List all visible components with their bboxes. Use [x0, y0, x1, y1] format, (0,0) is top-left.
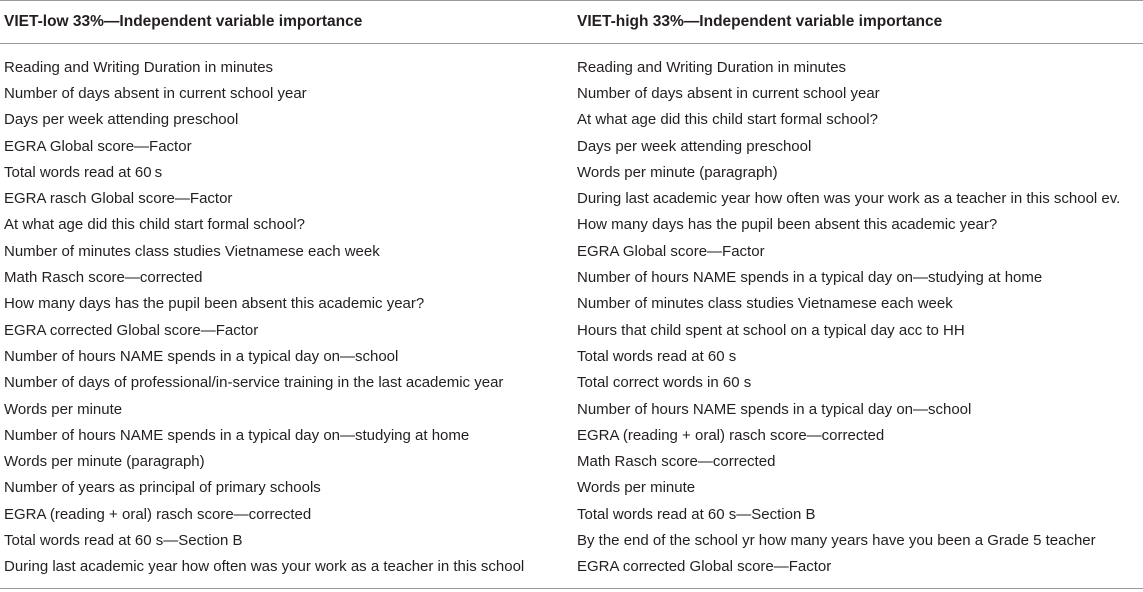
cell-viet-low: During last academic year how often was your work as a teacher in this school — [4, 558, 525, 576]
cell-viet-high: Total words read at 60 s — [577, 347, 737, 365]
table-row — [0, 448, 1143, 474]
table-row — [0, 396, 1143, 422]
table-body — [0, 44, 1143, 586]
cell-viet-low: Total words read at 60 s—Section B — [4, 531, 243, 549]
table-row — [0, 44, 1143, 81]
cell-viet-high: Number of hours NAME spends in a typical day on—studying at home — [577, 269, 1043, 287]
table-row — [0, 107, 1143, 133]
table-row — [0, 475, 1143, 501]
cell-viet-low: Math Rasch score—corrected — [4, 269, 203, 287]
cell-viet-high: Total words read at 60 s—Section B — [577, 505, 816, 523]
cell-viet-high: EGRA corrected Global score—Factor — [577, 558, 832, 576]
cell-viet-low: Words per minute — [4, 400, 123, 418]
cell-viet-low: Days per week attending preschool — [4, 111, 239, 129]
cell-viet-high: At what age did this child start formal school? — [577, 111, 878, 129]
table-row — [0, 238, 1143, 264]
cell-viet-low: Number of minutes class studies Vietnamese each week — [4, 242, 380, 260]
table-row — [0, 133, 1143, 159]
table-row — [0, 317, 1143, 343]
table-row — [0, 370, 1143, 396]
cell-viet-high: EGRA (reading + oral) rasch score—corrected — [577, 426, 885, 444]
cell-viet-low: EGRA (reading + oral) rasch score—corrected — [4, 505, 312, 523]
cell-viet-high: Number of hours NAME spends in a typical day on—school — [577, 400, 972, 418]
cell-viet-high: How many days has the pupil been absent this academic year? — [577, 216, 998, 234]
table-row — [0, 291, 1143, 317]
cell-viet-low: Words per minute (paragraph) — [4, 453, 205, 471]
cell-viet-low: Number of days absent in current school year — [4, 84, 307, 102]
cell-viet-low: Number of years as principal of primary schools — [4, 479, 321, 497]
cell-viet-low: Reading and Writing Duration in minutes — [4, 58, 274, 76]
table-row — [0, 80, 1143, 106]
cell-viet-high: Number of minutes class studies Vietnamese each week — [577, 295, 953, 313]
cell-viet-high: Total correct words in 60 s — [577, 374, 752, 392]
cell-viet-low: EGRA Global score—Factor — [4, 137, 192, 155]
cell-viet-high: Math Rasch score—corrected — [577, 453, 776, 471]
cell-viet-low: Number of days of professional/in-service training in the last academic year — [4, 374, 504, 392]
table-row — [0, 554, 1143, 586]
cell-viet-low: EGRA corrected Global score—Factor — [4, 321, 259, 339]
cell-viet-high: Reading and Writing Duration in minutes — [577, 58, 847, 76]
column-header-viet-low: VIET-low 33%—Independent variable importance — [0, 1, 574, 44]
column-header-viet-high: VIET-high 33%—Independent variable importance — [574, 1, 1143, 44]
cell-viet-high: During last academic year how often was your work as a teacher in this school ev. — [577, 190, 1121, 208]
cell-viet-low: How many days has the pupil been absent this academic year? — [4, 295, 425, 313]
cell-viet-high: Hours that child spent at school on a typical day acc to HH — [577, 321, 965, 339]
table-row — [0, 185, 1143, 211]
cell-viet-high: Number of days absent in current school year — [577, 84, 880, 102]
cell-viet-low: EGRA rasch Global score—Factor — [4, 190, 233, 208]
cell-viet-low: Number of hours NAME spends in a typical day on—school — [4, 347, 399, 365]
cell-viet-high: Words per minute — [577, 479, 696, 497]
table-header-row — [0, 1, 1143, 44]
table-row — [0, 422, 1143, 448]
table-row — [0, 527, 1143, 553]
table-bottom-rule — [0, 588, 1143, 589]
table-row — [0, 501, 1143, 527]
table-row — [0, 212, 1143, 238]
table-row — [0, 343, 1143, 369]
cell-viet-high: Words per minute (paragraph) — [577, 163, 778, 181]
cell-viet-low: At what age did this child start formal school? — [4, 216, 305, 234]
cell-viet-high: By the end of the school yr how many years have you been a Grade 5 teacher — [577, 531, 1096, 549]
cell-viet-high: EGRA Global score—Factor — [577, 242, 765, 260]
table-row — [0, 159, 1143, 185]
cell-viet-low: Number of hours NAME spends in a typical day on—studying at home — [4, 426, 470, 444]
cell-viet-high: Days per week attending preschool — [577, 137, 812, 155]
table-row — [0, 264, 1143, 290]
cell-viet-low: Total words read at 60 s — [4, 163, 163, 181]
